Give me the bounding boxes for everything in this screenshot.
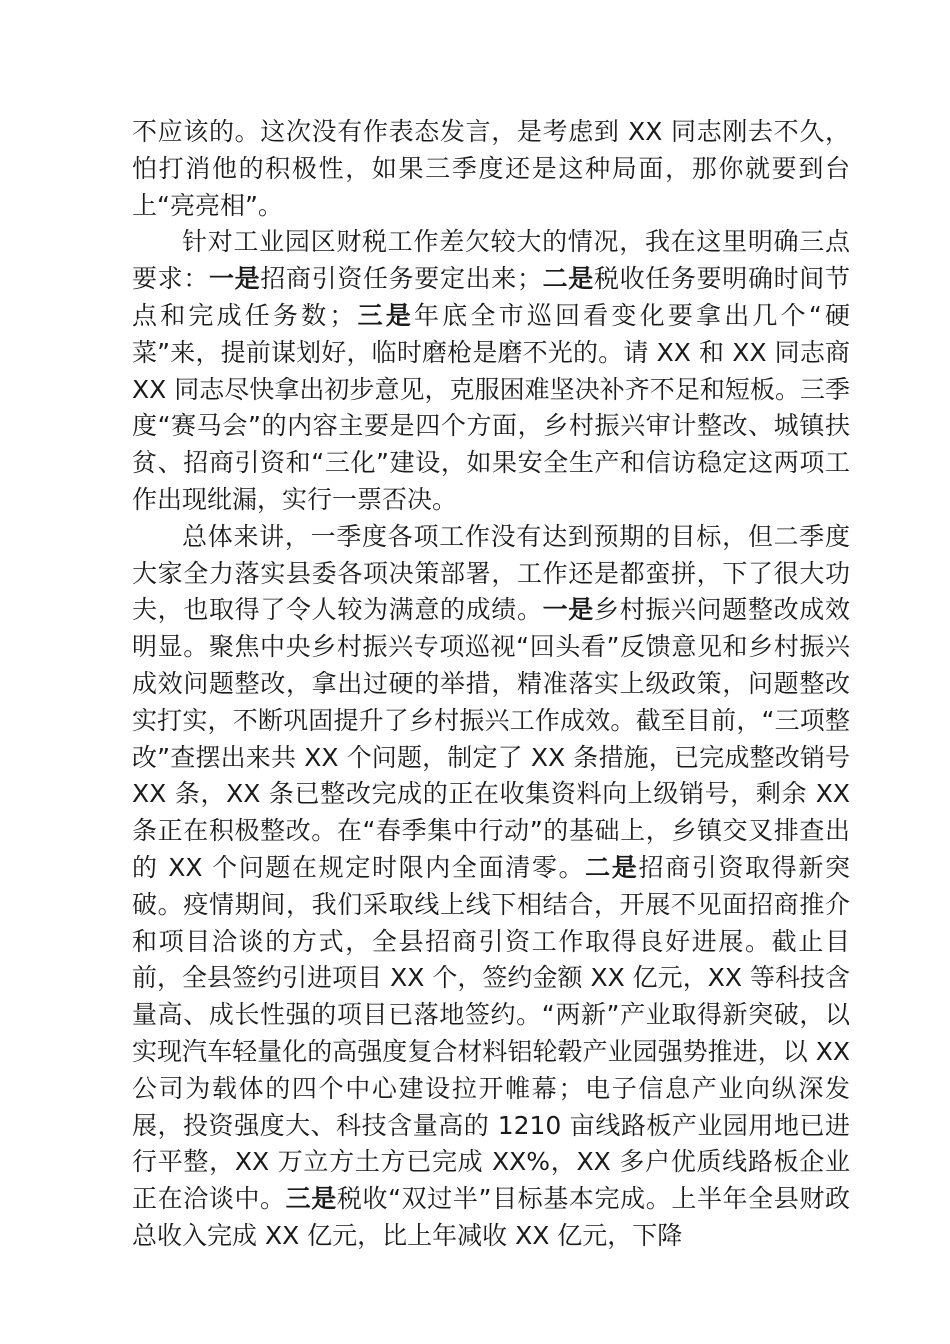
paragraph-1-text: 不应该的。这次没有作表态发言，是考虑到 XX 同志刚去不久，怕打消他的积极性，如果三季度还是这种局面，那你就要到台上“亮亮相”。 — [132, 117, 850, 220]
paragraph-1 — [132, 114, 850, 224]
paragraph-3-bold-marker: 一是 — [542, 595, 594, 625]
paragraph-2-bold-marker: 一是 — [209, 264, 261, 294]
paragraph-2-text: 年底全市巡回看变化要拿出几个“硬菜”来，提前谋划好，临时磨枪是磨不光的。请 XX 和 XX 同志商 XX 同志尽快拿出初步意见，克服困难坚决补齐不足和短板。三季度“赛马会”的内容主要是四个方面，乡村振兴审计整改、城镇扶贫、招商引资和“三化”建设，如果安全生产和信访稳定这两项工作出现纰漏，实行一票否决。 — [132, 300, 850, 514]
paragraph-2-text: 税收任务要明确时间节点和完成任务数； — [132, 264, 850, 330]
paragraph-2 — [132, 224, 850, 518]
paragraph-3-bold-marker: 二是 — [585, 852, 639, 882]
paragraph-2-bold-marker: 二是 — [541, 264, 594, 294]
document-body — [132, 114, 850, 1255]
paragraph-3-bold-marker: 三是 — [285, 1184, 337, 1214]
paragraph-2-bold-marker: 三是 — [354, 300, 415, 330]
paragraph-3-text: 乡村振兴问题整改成效明显。聚焦中央乡村振兴专项巡视“回头看”反馈意见和乡村振兴成效问题整改，拿出过硬的举措，精准落实上级政策，问题整改实打实，不断巩固提升了乡村振兴工作成效。截至目前，“三项整改”查摆出来共 XX 个问题，制定了 XX 条措施，已完成整改销号 XX 条，XX 条已整改完成的正在收集资料向上级销号，剩余 XX 条正在积极整改。在“春季集中行动”的基础上，乡镇交叉排查出的 XX 个问题在规定时限内全面清零。 — [132, 595, 850, 882]
paragraph-3-text: 税收“双过半”目标基本完成。上半年全县财政总收入完成 XX 亿元，比上年减收 XX 亿元，下降 — [132, 1184, 850, 1250]
paragraph-3-text: 总体来讲，一季度各项工作没有达到预期的目标，但二季度大家全力落实县委各项决策部署，工作还是都蛮拼，下了很大功夫，也取得了令人较为满意的成绩。 — [132, 521, 850, 625]
paragraph-3-text: 招商引资取得新突破。疫情期间，我们采取线上线下相结合，开展不见面招商推介和项目洽谈的方式，全县招商引资工作取得良好进展。截止目前，全县签约引进项目 XX 个，签约金额 XX 亿元，XX 等科技含量高、成长性强的项目已落地签约。“两新”产业取得新突破，以实现汽车轻量化的高强度复合材料铝轮毂产业园强势推进，以 XX 公司为载体的四个中心建设拉开帷幕；电子信息产业向纵深发展，投资强度大、科技含量高的 1210 亩线路板产业园用地已进行平整，XX 万立方土方已完成 XX%，XX 多户优质线路板企业正在洽谈中。 — [132, 852, 850, 1214]
paragraph-3 — [132, 519, 850, 1255]
paragraph-2-text: 针对工业园区财税工作差欠较大的情况，我在这里明确三点要求： — [132, 227, 850, 294]
paragraph-2-text: 招商引资任务要定出来； — [260, 264, 542, 294]
